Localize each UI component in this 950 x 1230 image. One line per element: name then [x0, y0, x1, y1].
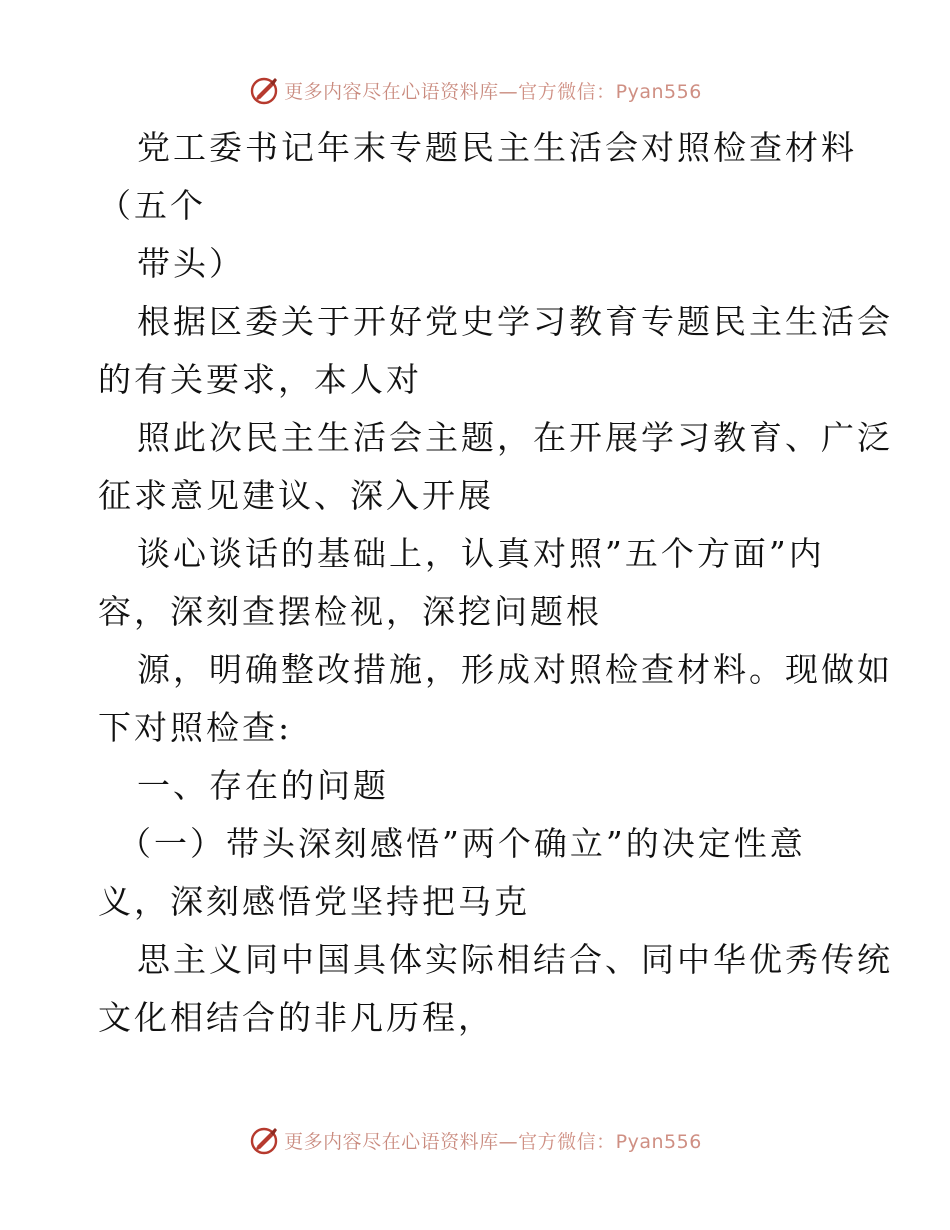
paragraph-line: 照此次民主生活会主题，在开展学习教育、广泛: [137, 418, 893, 457]
subsection-heading: （一）带头深刻感悟”两个确立”的决定性意: [118, 824, 806, 863]
wechat-text: 官方微信：Pyan556: [518, 1130, 702, 1153]
header-watermark-banner: [0, 70, 950, 110]
paragraph-line: 的有关要求，本人对: [98, 360, 422, 399]
watermark-text: 更多内容尽在心语资料库—官方微信：Pyan556: [284, 80, 702, 103]
pen-logo-icon: [248, 1124, 280, 1156]
document-title-line-1: 党工委书记年末专题民主生活会对照检查材料: [137, 128, 857, 167]
document-title-line-3: 带头）: [137, 244, 245, 283]
paragraph-line: 谈心谈话的基础上，认真对照”五个方面”内: [137, 534, 825, 573]
paragraph-line: 下对照检查:: [98, 708, 293, 747]
paragraph-line: 义，深刻感悟党坚持把马克: [98, 882, 530, 921]
document-title-line-2: （五个: [98, 186, 206, 225]
wechat-text: 官方微信：Pyan556: [518, 80, 702, 103]
paragraph-line: 源，明确整改措施，形成对照检查材料。现做如: [137, 650, 893, 689]
section-heading: 一、存在的问题: [137, 766, 389, 805]
paragraph-line: 文化相结合的非凡历程，: [98, 998, 494, 1037]
pen-logo-icon: [248, 74, 280, 106]
watermark-text: 更多内容尽在心语资料库—官方微信：Pyan556: [284, 1130, 702, 1153]
footer-watermark-banner: [0, 1120, 950, 1160]
paragraph-line: 征求意见建议、深入开展: [98, 476, 494, 515]
paragraph-line: 容，深刻查摆检视，深挖问题根: [98, 592, 602, 631]
paragraph-line: 思主义同中国具体实际相结合、同中华优秀传统: [137, 940, 893, 979]
paragraph-line: 根据区委关于开好党史学习教育专题民主生活会: [137, 302, 893, 341]
